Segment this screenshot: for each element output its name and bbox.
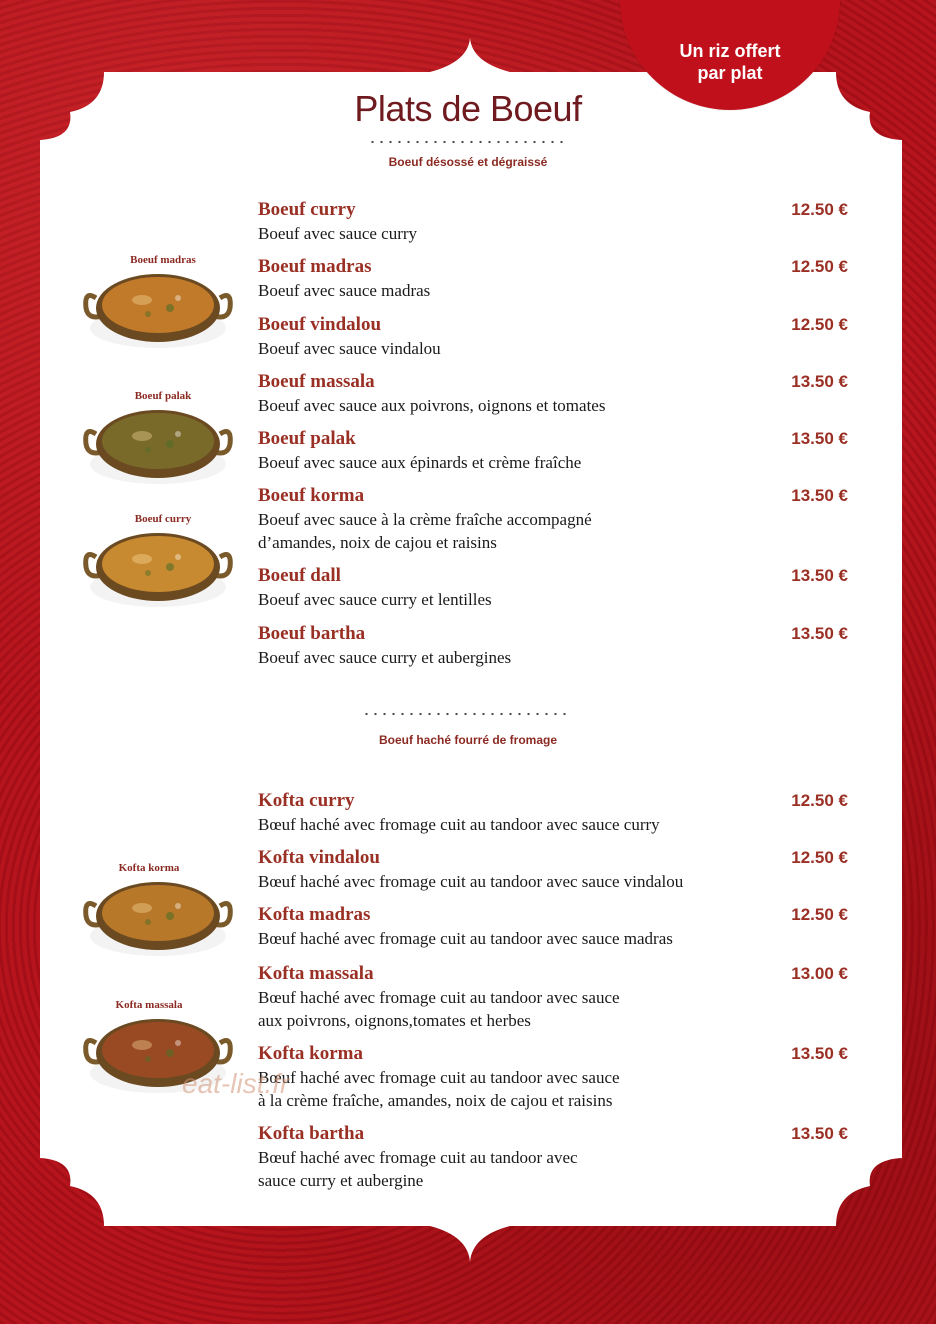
dotted-divider-middle — [362, 712, 572, 716]
menu-item-description: Bœuf haché avec fromage cuit au tandoor avec sauce — [258, 1068, 620, 1087]
menu-item-price: 13.50 € — [791, 486, 848, 505]
menu-item — [258, 846, 848, 893]
menu-item-price: 12.50 € — [791, 848, 848, 867]
menu-item — [258, 564, 848, 611]
menu-item-price: 13.50 € — [791, 429, 848, 448]
menu-item — [258, 255, 848, 302]
menu-item-description: Boeuf avec sauce curry et lentilles — [258, 590, 492, 609]
menu-item-description: Bœuf haché avec fromage cuit au tandoor avec sauce vindalou — [258, 872, 684, 891]
menu-item — [258, 484, 848, 554]
menu-item-name: Boeuf dall — [258, 565, 341, 586]
menu-item-description: Bœuf haché avec fromage cuit au tandoor avec — [258, 1148, 578, 1167]
menu-item-price: 13.00 € — [791, 964, 848, 983]
menu-item — [258, 903, 848, 950]
curry-bowl-icon — [78, 404, 238, 494]
menu-item — [258, 789, 848, 836]
menu-item-description: Boeuf avec sauce madras — [258, 281, 431, 300]
rice-offer-text — [640, 40, 820, 84]
menu-item-name: Boeuf massala — [258, 371, 375, 392]
section2-subtitle: Boeuf haché fourré de fromage — [378, 733, 558, 747]
curry-bowl-icon — [78, 268, 238, 358]
dish-photo-label: Boeuf palak — [134, 390, 192, 402]
dish-photo-label: Kofta massala — [115, 999, 183, 1011]
menu-item-name: Boeuf korma — [258, 485, 365, 506]
menu-item-description: aux poivrons, oignons,tomates et herbes — [258, 1011, 531, 1030]
menu-item-description: Bœuf haché avec fromage cuit au tandoor avec sauce — [258, 988, 620, 1007]
menu-item — [258, 198, 848, 245]
menu-item — [258, 1122, 848, 1192]
menu-item-price: 13.50 € — [791, 624, 848, 643]
menu-item-description: Boeuf avec sauce curry et aubergines — [258, 648, 512, 667]
menu-item — [258, 370, 848, 417]
menu-item-description: Boeuf avec sauce vindalou — [258, 339, 441, 358]
section1-subtitle: Boeuf désossé et dégraissé — [388, 155, 548, 169]
menu-item — [258, 622, 848, 669]
menu-item-description: sauce curry et aubergine — [258, 1171, 424, 1190]
menu-item — [258, 962, 848, 1032]
dish-photo-label: Boeuf madras — [130, 254, 196, 266]
menu-item-description: Boeuf avec sauce aux poivrons, oignons et tomates — [258, 396, 606, 415]
badge-line-1: Un riz offert — [679, 41, 781, 61]
watermark: eat-list.fr — [182, 1068, 290, 1099]
menu-item-description: Boeuf avec sauce aux épinards et crème fraîche — [258, 453, 582, 472]
menu-item-description: Boeuf avec sauce à la crème fraîche accompagné — [258, 510, 592, 529]
menu-item-name: Kofta bartha — [258, 1123, 365, 1144]
menu-item-description: Bœuf haché avec fromage cuit au tandoor avec sauce curry — [258, 815, 660, 834]
menu-item-price: 12.50 € — [791, 791, 848, 810]
dish-photo-label: Boeuf curry — [134, 513, 192, 525]
menu-item-name: Kofta korma — [258, 1043, 364, 1064]
menu-item-description: à la crème fraîche, amandes, noix de cajou et raisins — [258, 1091, 613, 1110]
menu-item-price: 13.50 € — [791, 566, 848, 585]
menu-item-price: 13.50 € — [791, 1124, 848, 1143]
menu-item-name: Boeuf palak — [258, 428, 356, 449]
menu-item-name: Boeuf madras — [258, 256, 372, 277]
menu-item-name: Boeuf curry — [258, 199, 356, 220]
menu-item-price: 12.50 € — [791, 905, 848, 924]
menu-item-description: d’amandes, noix de cajou et raisins — [258, 533, 497, 552]
dish-photo-label: Kofta korma — [118, 862, 180, 874]
menu-item — [258, 1042, 848, 1112]
menu-item — [258, 313, 848, 360]
menu-item-price: 12.50 € — [791, 200, 848, 219]
curry-bowl-icon — [78, 876, 238, 966]
curry-bowl-icon — [78, 527, 238, 617]
page-title: Plats de Boeuf — [354, 88, 582, 129]
menu-item-name: Boeuf bartha — [258, 623, 366, 644]
badge-line-2: par plat — [697, 63, 763, 83]
menu-item-price: 12.50 € — [791, 315, 848, 334]
menu-item-name: Kofta madras — [258, 904, 371, 925]
menu-item-price: 13.50 € — [791, 372, 848, 391]
dotted-divider-top — [368, 140, 568, 144]
menu-item-name: Kofta vindalou — [258, 847, 380, 868]
menu-item-description: Bœuf haché avec fromage cuit au tandoor avec sauce madras — [258, 929, 673, 948]
menu-item-price: 12.50 € — [791, 257, 848, 276]
menu-item-description: Boeuf avec sauce curry — [258, 224, 418, 243]
menu-item-price: 13.50 € — [791, 1044, 848, 1063]
menu-item-name: Kofta curry — [258, 790, 355, 811]
menu-item — [258, 427, 848, 474]
menu-item-name: Boeuf vindalou — [258, 314, 382, 335]
menu-item-name: Kofta massala — [258, 963, 374, 984]
